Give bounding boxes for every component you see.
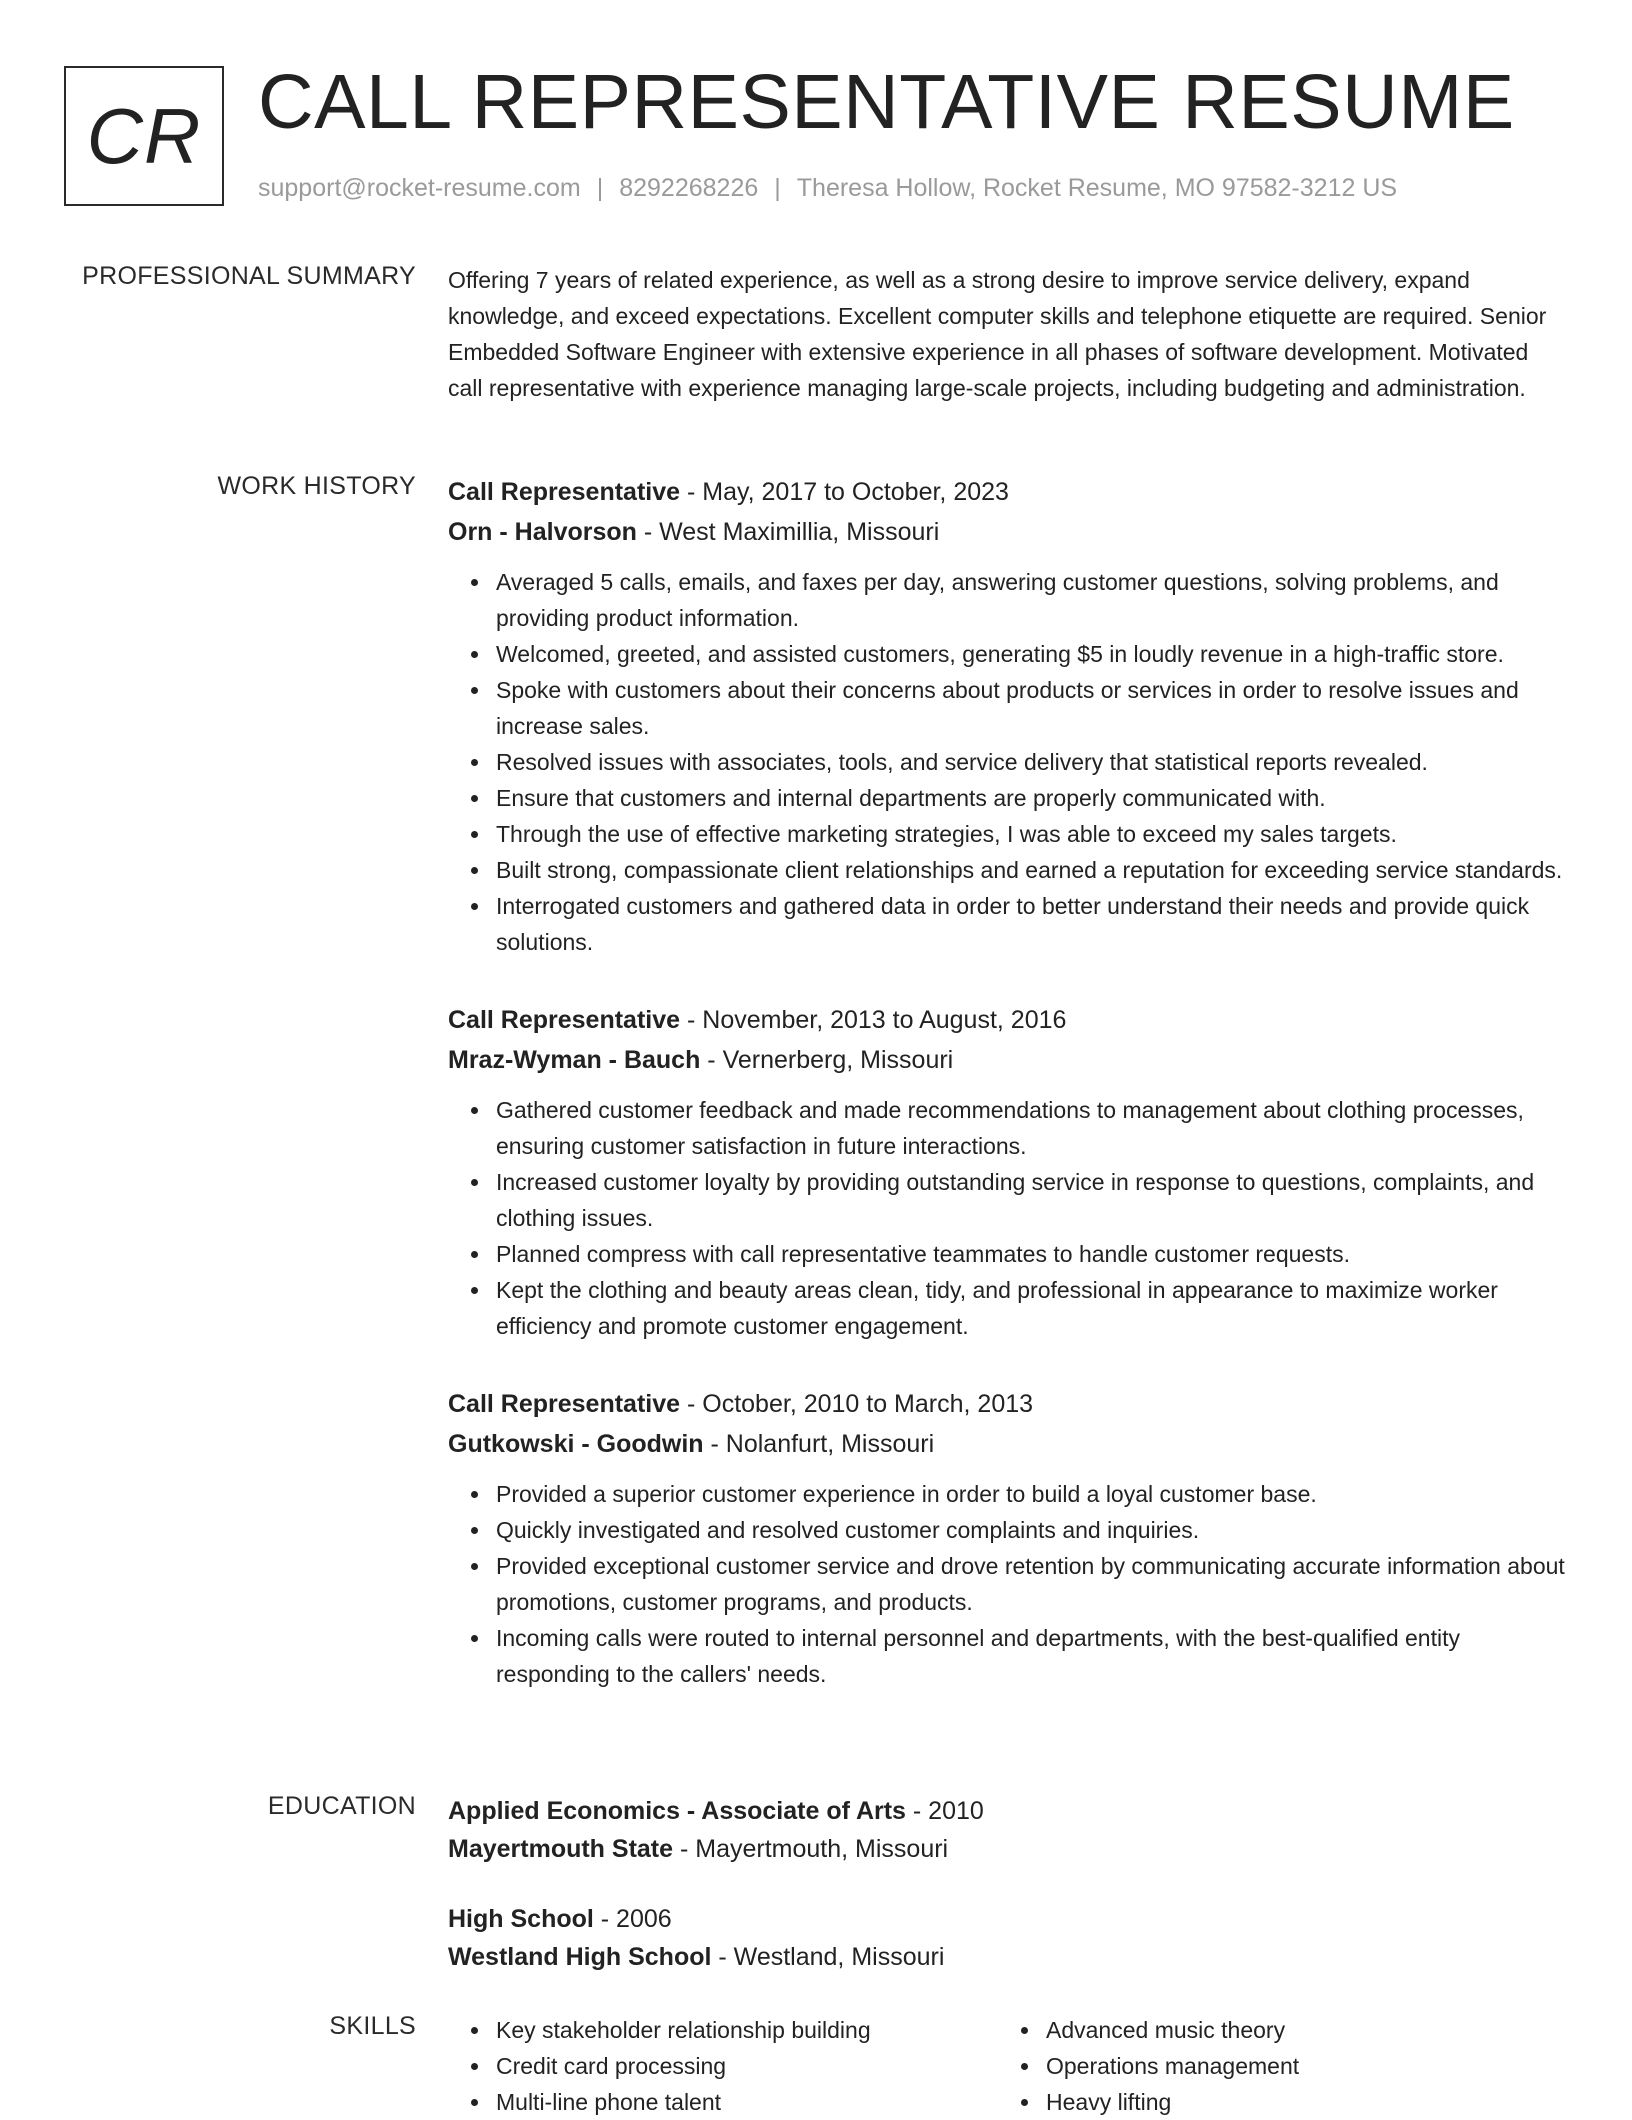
- summary-body: [448, 262, 1568, 406]
- contact-phone[interactable]: 8292268226: [619, 174, 759, 202]
- job-employer: [448, 512, 1568, 552]
- contact-line: [258, 174, 1397, 203]
- job-dates: - November, 2013 to August, 2016: [680, 1006, 1067, 1034]
- education-school: Mayertmouth State: [448, 1835, 674, 1863]
- education-degree: Applied Economics - Associate of Arts: [448, 1797, 906, 1825]
- job-bullet: • Averaged 5 calls, emails, and faxes per day, answering customer questions, solving problems, and providing product information.: [492, 564, 1568, 636]
- job-location: - Nolanfurt, Missouri: [703, 1430, 935, 1458]
- job-entry: [448, 472, 1568, 960]
- contact-separator: |: [596, 174, 604, 202]
- skill-item: • Credit card processing: [492, 2048, 998, 2084]
- job-location: - Vernerberg, Missouri: [700, 1046, 954, 1074]
- job-title: Call Representative: [448, 1390, 681, 1418]
- job-title: Call Representative: [448, 478, 681, 506]
- job-bullet: • Gathered customer feedback and made recommendations to management about clothing processes, ensuring customer satisfaction in future interactions.: [492, 1092, 1568, 1164]
- job-bullet: • Kept the clothing and beauty areas clean, tidy, and professional in appearance to maximize worker efficiency and promote customer engagement.: [492, 1272, 1568, 1344]
- education-school-line: [448, 1830, 1568, 1868]
- job-entry: [448, 1384, 1568, 1692]
- job-bullet: • Ensure that customers and internal departments are properly communicated with.: [492, 780, 1568, 816]
- section-label-education: EDUCATION: [267, 1792, 416, 1820]
- job-dates: - May, 2017 to October, 2023: [680, 478, 1009, 506]
- job-employer: [448, 1424, 1568, 1464]
- job-company: Mraz-Wyman - Bauch: [448, 1046, 701, 1074]
- skill-item: • Operations management: [1042, 2048, 1548, 2084]
- education-degree-line: [448, 1792, 1568, 1830]
- job-location: - West Maximillia, Missouri: [636, 518, 940, 546]
- job-bullet: • Interrogated customers and gathered data in order to better understand their needs and provide quick solutions.: [492, 888, 1568, 960]
- job-bullet: • Through the use of effective marketing strategies, I was able to exceed my sales targets.: [492, 816, 1568, 852]
- education-year: - 2010: [905, 1797, 984, 1825]
- job-bullets: [448, 564, 1568, 960]
- summary-text: Offering 7 years of related experience, as well as a strong desire to improve service delivery, expand knowledge, and exceed expectations. Excellent computer skills and telephone etiquette are required. Senior Embedded Software Engineer with extensive experience in all phases of software development. Motivated call representative with experience managing large-scale projects, including budgeting and administration.: [448, 267, 1547, 401]
- skills-column-left: [448, 2012, 998, 2120]
- job-bullet: • Planned compress with call representative teammates to handle customer requests.: [492, 1236, 1568, 1272]
- work-history-body: [448, 472, 1568, 1732]
- job-company: Gutkowski - Goodwin: [448, 1430, 704, 1458]
- job-company: Orn - Halvorson: [448, 518, 637, 546]
- education-degree-line: [448, 1900, 1568, 1938]
- skills-column-right: [998, 2012, 1548, 2120]
- education-entry: [448, 1900, 1568, 1976]
- skills-body: [448, 2012, 1568, 2120]
- contact-email[interactable]: support@rocket-resume.com: [258, 174, 581, 202]
- job-bullet: • Provided exceptional customer service and drove retention by communicating accurate information about promotions, customer programs, and products.: [492, 1548, 1568, 1620]
- education-entry: [448, 1792, 1568, 1868]
- job-entry: [448, 1000, 1568, 1344]
- skill-item: • Advanced music theory: [1042, 2012, 1548, 2048]
- skills-columns: [448, 2012, 1568, 2120]
- skill-item: • Key stakeholder relationship building: [492, 2012, 998, 2048]
- education-year: - 2006: [593, 1905, 672, 1933]
- education-school: Westland High School: [448, 1943, 712, 1971]
- job-bullet: • Spoke with customers about their concerns about products or services in order to resolve issues and increase sales.: [492, 672, 1568, 744]
- skill-item: • Heavy lifting: [1042, 2084, 1548, 2120]
- job-bullet: • Provided a superior customer experience in order to build a loyal customer base.: [492, 1476, 1568, 1512]
- skill-item: • Multi-line phone talent: [492, 2084, 998, 2120]
- job-bullets: [448, 1092, 1568, 1344]
- job-bullet: • Resolved issues with associates, tools, and service delivery that statistical reports revealed.: [492, 744, 1568, 780]
- education-location: - Mayertmouth, Missouri: [673, 1835, 949, 1863]
- job-heading: [448, 1000, 1568, 1040]
- job-bullet: • Welcomed, greeted, and assisted customers, generating $5 in loudly revenue in a high-traffic store.: [492, 636, 1568, 672]
- section-label-work-history: WORK HISTORY: [217, 472, 416, 500]
- job-bullets: [448, 1476, 1568, 1692]
- job-bullet: • Quickly investigated and resolved customer complaints and inquiries.: [492, 1512, 1568, 1548]
- resume-title: CALL REPRESENTATIVE RESUME: [258, 59, 1515, 145]
- job-dates: - October, 2010 to March, 2013: [680, 1390, 1034, 1418]
- job-heading: [448, 472, 1568, 512]
- job-heading: [448, 1384, 1568, 1424]
- section-label-summary: PROFESSIONAL SUMMARY: [82, 262, 416, 290]
- section-label-skills: SKILLS: [329, 2012, 416, 2040]
- job-bullet: • Increased customer loyalty by providing outstanding service in response to questions, complaints, and clothing issues.: [492, 1164, 1568, 1236]
- education-school-line: [448, 1938, 1568, 1976]
- job-employer: [448, 1040, 1568, 1080]
- job-title: Call Representative: [448, 1006, 681, 1034]
- education-location: - Westland, Missouri: [711, 1943, 945, 1971]
- monogram-logo: CR: [64, 66, 224, 206]
- education-body: [448, 1792, 1568, 2008]
- job-bullet: • Built strong, compassionate client relationships and earned a reputation for exceeding service standards.: [492, 852, 1568, 888]
- job-bullet: • Incoming calls were routed to internal personnel and departments, with the best-qualified entity responding to the callers' needs.: [492, 1620, 1568, 1692]
- education-degree: High School: [448, 1905, 594, 1933]
- contact-address: Theresa Hollow, Rocket Resume, MO 97582-3212 US: [796, 174, 1398, 202]
- contact-separator: |: [774, 174, 781, 202]
